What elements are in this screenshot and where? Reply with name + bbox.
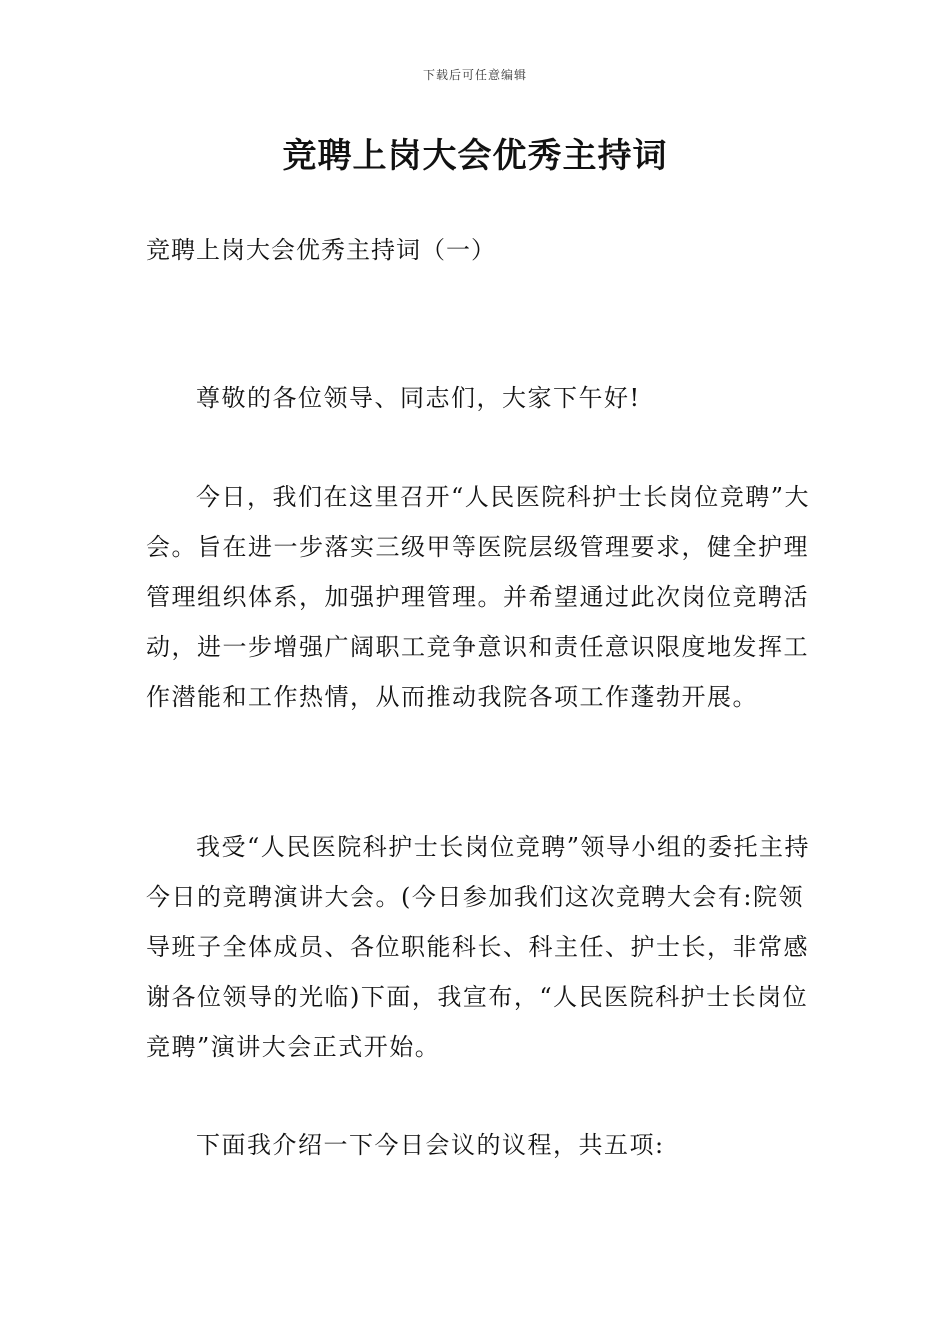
document-subtitle: 竞聘上岗大会优秀主持词（一）	[146, 236, 496, 264]
header-note: 下载后可任意编辑	[422, 68, 527, 82]
paragraph-agenda: 下面我介绍一下今日会议的议程，共五项:	[196, 1131, 665, 1159]
document-title: 竞聘上岗大会优秀主持词	[282, 136, 668, 176]
paragraph-purpose: 今日，我们在这里召开“人民医院科护士长岗位竞聘”大会。旨在进一步落实三级甲等医院层级管理要求，健全护理管理组织体系，加强护理管理。并希望通过此次岗位竞聘活动，进一步增强广阔职工竞争意识和责任意识限度地发挥工作潜能和工作热情，从而推动我院各项工作蓬勃开展。	[146, 483, 811, 711]
paragraph-opening: 我受“人民医院科护士长岗位竞聘”领导小组的委托主持今日的竞聘演讲大会。(今日参加我们这次竞聘大会有:院领导班子全体成员、各位职能科长、科主任、护士长，非常感谢各位领导的光临)下面，我宣布，“人民医院科护士长岗位竞聘”演讲大会正式开始。	[146, 833, 811, 1061]
paragraph-greeting: 尊敬的各位领导、同志们，大家下午好!	[196, 384, 641, 412]
